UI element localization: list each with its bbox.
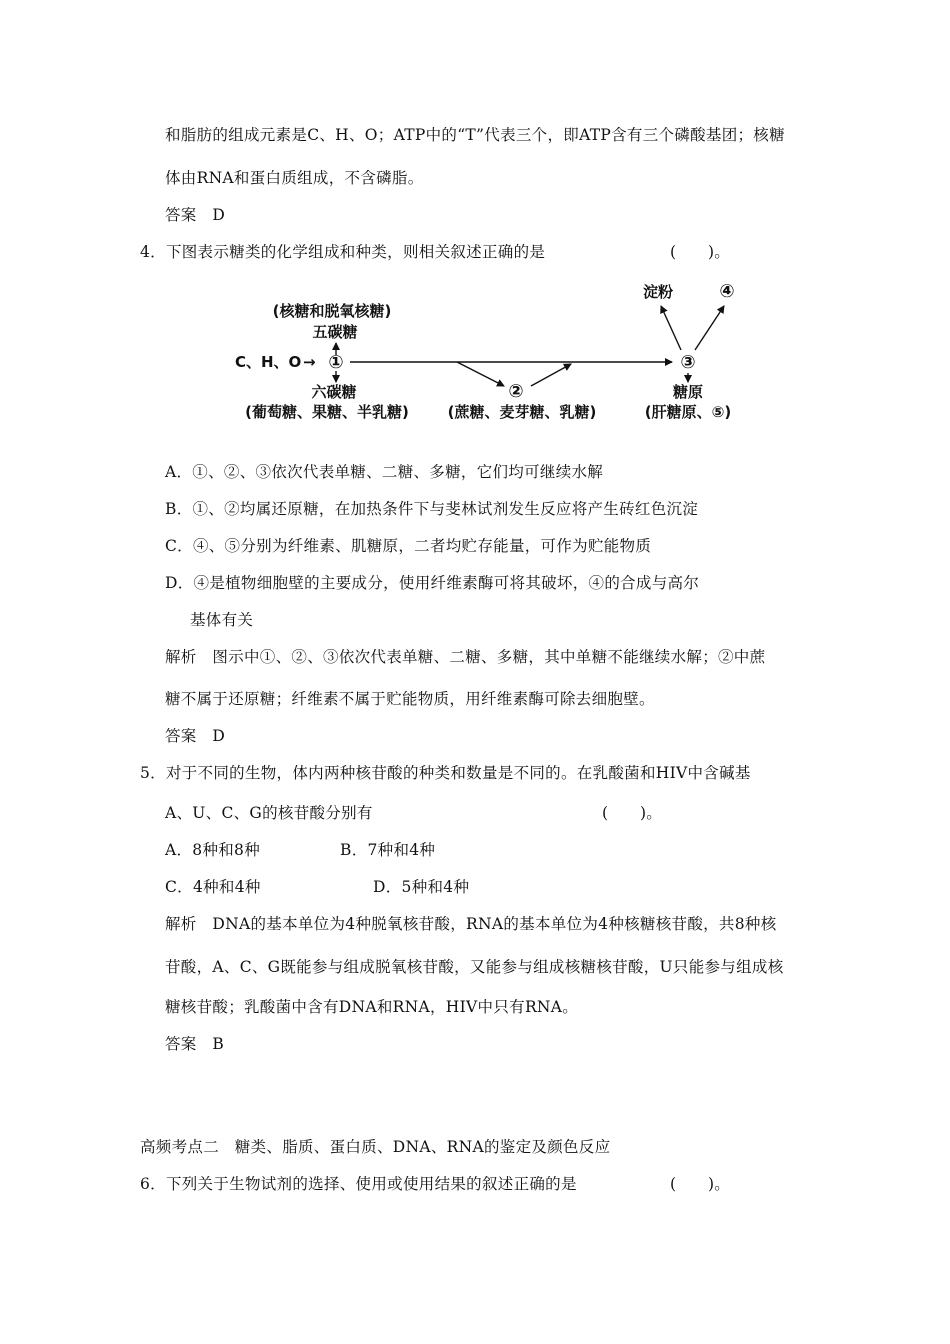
q5-analysis-line-2: 苷酸，A、C、G既能参与组成脱氧核苷酸，又能参与组成核糖核苷酸，U只能参与组成核 [165, 958, 784, 976]
q4-option-a: A．①、②、③依次代表单糖、二糖、多糖，它们均可继续水解 [165, 463, 604, 481]
q4-option-b: B．①、②均属还原糖，在加热条件下与斐林试剂发生反应将产生砖红色沉淀 [165, 500, 699, 518]
pentose-label: 五碳糖 [312, 323, 358, 341]
start-arrow: → [303, 353, 316, 371]
hexose-label: 六碳糖 [311, 383, 357, 401]
intro-line-1: 和脂肪的组成元素是C、H、O；ATP中的“T”代表三个，即ATP含有三个磷酸基团；核糖 [165, 126, 785, 144]
q4-bracket: ( )。 [670, 243, 731, 261]
q4-stem: 4．下图表示糖类的化学组成和种类，则相关叙述正确的是 [140, 243, 546, 261]
q5-option-b: B．7种和4种 [340, 841, 436, 859]
q5-analysis-line-3: 糖核苷酸；乳酸菌中含有DNA和RNA，HIV中只有RNA。 [165, 998, 579, 1016]
node-3: ③ [680, 352, 696, 373]
arrow-to-starch [661, 306, 681, 350]
section-title: 高频考点二 糖类、脂质、蛋白质、DNA、RNA的鉴定及颜色反应 [140, 1138, 611, 1156]
q5-bracket: ( )。 [602, 804, 663, 822]
starch-label: 淀粉 [642, 283, 674, 301]
q5-option-d: D．5种和4种 [373, 878, 470, 896]
intro-answer: 答案 D [165, 206, 226, 224]
q4-option-c: C．④、⑤分别为纤维素、肌糖原，二者均贮存能量，可作为贮能物质 [165, 537, 652, 555]
hexose-detail: (葡萄糖、果糖、半乳糖) [245, 403, 409, 421]
q5-stem-line-1: 5．对于不同的生物，体内两种核苷酸的种类和数量是不同的。在乳酸菌和HIV中含碱基 [140, 764, 751, 782]
q5-stem-line-2: A、U、C、G的核苷酸分别有 [165, 804, 373, 822]
q5-option-c: C．4种和4种 [165, 878, 261, 896]
q5-option-a: A．8种和8种 [165, 841, 261, 859]
q5-answer: 答案 B [165, 1035, 225, 1053]
node-4: ④ [719, 281, 735, 302]
q4-option-d-line-1: D．④是植物细胞壁的主要成分，使用纤维素酶可将其破坏，④的合成与高尔 [165, 574, 700, 592]
start-elements: C、H、O [235, 353, 302, 371]
q4-option-d-line-2: 基体有关 [190, 611, 254, 629]
q6-bracket: ( )。 [670, 1175, 731, 1193]
node-2: ② [508, 381, 524, 402]
glycogen-label: 糖原 [672, 383, 704, 401]
q4-analysis-line-2: 糖不属于还原糖；纤维素不属于贮能物质，用纤维素酶可除去细胞壁。 [165, 690, 655, 708]
sugar-diagram [225, 270, 755, 440]
q4-answer: 答案 D [165, 727, 226, 745]
arrow-to-4 [695, 306, 724, 350]
node-1: ① [328, 352, 344, 373]
glycogen-detail: (肝糖原、⑤) [644, 403, 732, 421]
arrow-from-2 [531, 364, 571, 386]
intro-line-2: 体由RNA和蛋白质组成，不含磷脂。 [165, 169, 424, 187]
q5-analysis-line-1: 解析 DNA的基本单位为4种脱氧核苷酸，RNA的基本单位为4种核糖核苷酸，共8种核 [165, 915, 777, 933]
q4-analysis-line-1: 解析 图示中①、②、③依次代表单糖、二糖、多糖，其中单糖不能继续水解；②中蔗 [165, 648, 766, 666]
disaccharide-detail: (蔗糖、麦芽糖、乳糖) [447, 403, 597, 421]
q6-stem: 6．下列关于生物试剂的选择、使用或使用结果的叙述正确的是 [140, 1175, 577, 1193]
pentose-detail: (核糖和脱氧核糖) [272, 302, 392, 320]
arrow-to-2 [457, 362, 504, 386]
